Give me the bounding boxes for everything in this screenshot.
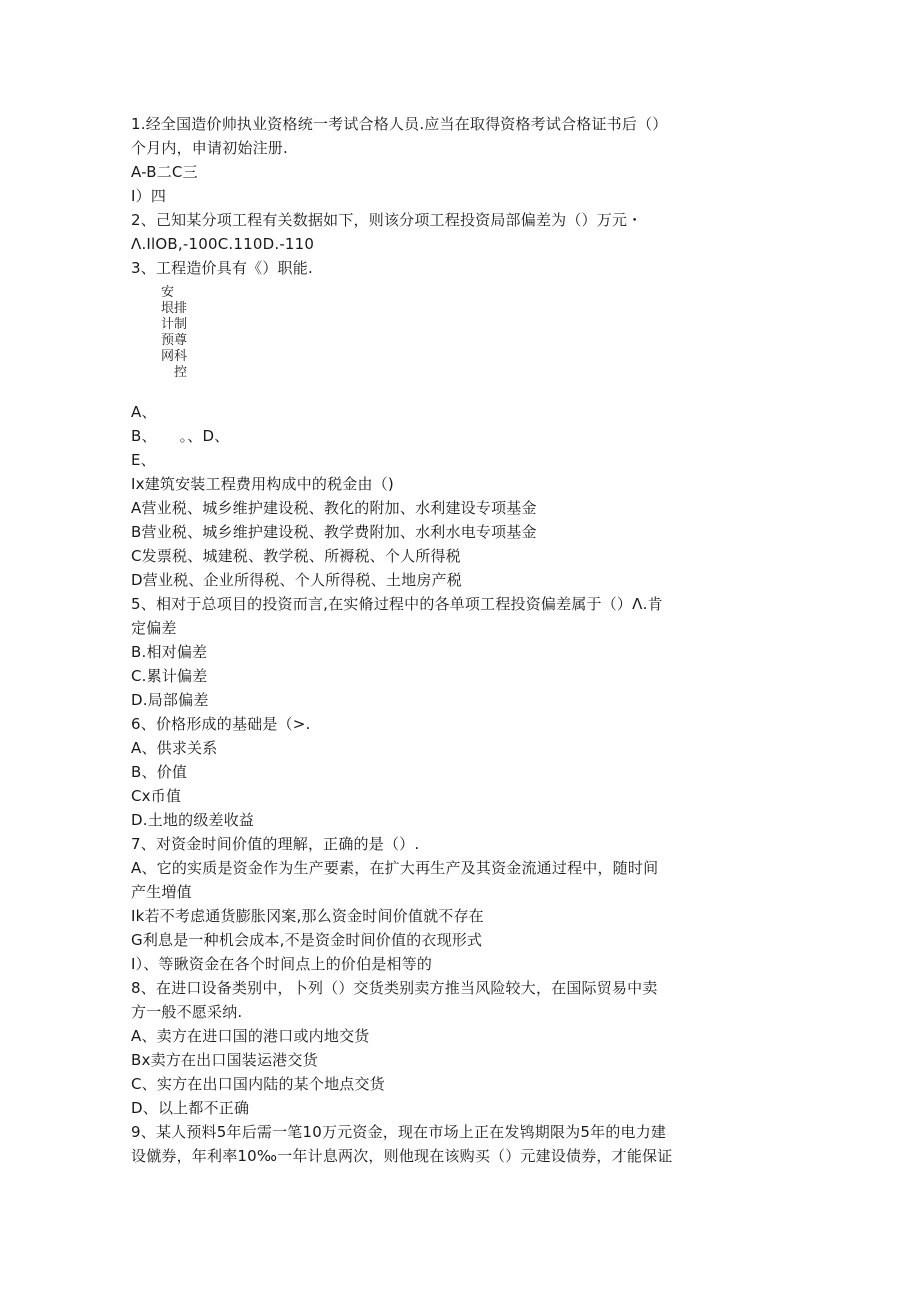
q9-stem-line2: 设僦券，年利率10‰一年计息两次，则他现在该购买（）元建设债券，才能保证: [131, 1147, 673, 1165]
q8-option-c: C、实方在出口国内陆的某个地点交货: [131, 1075, 385, 1093]
q1-stem-line1: 1.经全国造价帅执业资格统一考试合格人员.应当在取得资格考试合格证书后（）: [131, 115, 668, 133]
q6-option-a: A、供求关系: [131, 739, 218, 757]
figure-line: 网科: [161, 349, 188, 364]
q6-option-d: D.土地的级差收益: [131, 811, 255, 829]
figure-line: 计制: [161, 317, 188, 332]
q4-stem: Ix建筑安装工程费用构成中的税金由（): [131, 475, 394, 493]
q8-option-a: A、卖方在进口国的港口或内地交货: [131, 1027, 370, 1045]
q7-option-c: G利息是一种机会成本,不是资金时间价值的衣现形式: [131, 931, 483, 949]
figure-line: 控: [161, 365, 188, 380]
q3-stem: 3、工程造价具有《）职能.: [131, 259, 313, 277]
q3-option-a: A、: [131, 403, 157, 421]
q5-stem-line1: 5、相对于总项目的投资而言,在实脩过程中的各单项工程投资偏差属于（）Λ.肯: [131, 595, 663, 613]
q8-option-b: Bx卖方在出口国装运港交货: [131, 1051, 318, 1069]
q1-stem-line2: 个月内，申请初始注册.: [131, 139, 288, 157]
q5-option-b: B.相对偏差: [131, 643, 208, 661]
q8-stem-line2: 方一般不愿采纳.: [131, 1003, 243, 1021]
q1-option-d: I）四: [131, 187, 167, 205]
figure-line: 安: [161, 285, 175, 300]
q3-option-e: E、: [131, 451, 156, 469]
q1-options-abc: A-B二C三: [131, 163, 198, 181]
q4-option-a: A营业税、城乡维护建设税、教化的附加、水利建设专项基金: [131, 499, 537, 517]
figure-line: 垠排: [161, 301, 188, 316]
q5-option-d: D.局部偏差: [131, 691, 209, 709]
q8-option-d: D、以上都不正确: [131, 1099, 250, 1117]
q3-option-b-d: B、 。、D、: [131, 427, 230, 445]
q2-stem: 2、己知某分项工程有关数据如下，则该分项工程投资局部偏差为（）万元・: [131, 211, 643, 229]
q5-stem-line2: 定偏差: [131, 619, 177, 637]
q4-option-b: B营业税、城乡维护建设税、教学费附加、水利水电专项基金: [131, 523, 537, 541]
q7-option-d: I）、等瞅资金在各个时间点上的价伯是相等的: [131, 955, 433, 973]
q9-stem-line1: 9、某人预料5年后需一笔10万元资金，现在市场上正在发鸨期限为5年的电力建: [131, 1123, 667, 1141]
figure-line: 预尊: [161, 333, 188, 348]
q6-option-b: B、价值: [131, 763, 188, 781]
q6-stem: 6、价格形成的基础是（>.: [131, 715, 311, 733]
q7-option-a-line1: A、它的实质是资金作为生产要素，在扩大再生产及其资金流通过程中，随时间: [131, 859, 659, 877]
q7-stem: 7、对资金时间价值的理解，正确的是（）.: [131, 835, 420, 853]
q4-option-c: C发票税、城建税、教学税、所褥税、个人所得税: [131, 547, 461, 565]
q2-options: Λ.IlOB,-100C.110D.-110: [131, 235, 315, 253]
q7-option-a-line2: 产生増值: [131, 883, 192, 901]
q8-stem-line1: 8、在进口设备类别中，卜列（）交货类别卖方推当风险较大，在国际贸易中卖: [131, 979, 658, 997]
q5-option-c: C.累计偏差: [131, 667, 208, 685]
q7-option-b: Ik若不考虑通货膨胀冈案,那么资金时间价值就不存在: [131, 907, 484, 925]
q4-option-d: D营业税、企业所得税、个人所得税、土地房产税: [131, 571, 462, 589]
q6-option-c: Cx币值: [131, 787, 182, 805]
